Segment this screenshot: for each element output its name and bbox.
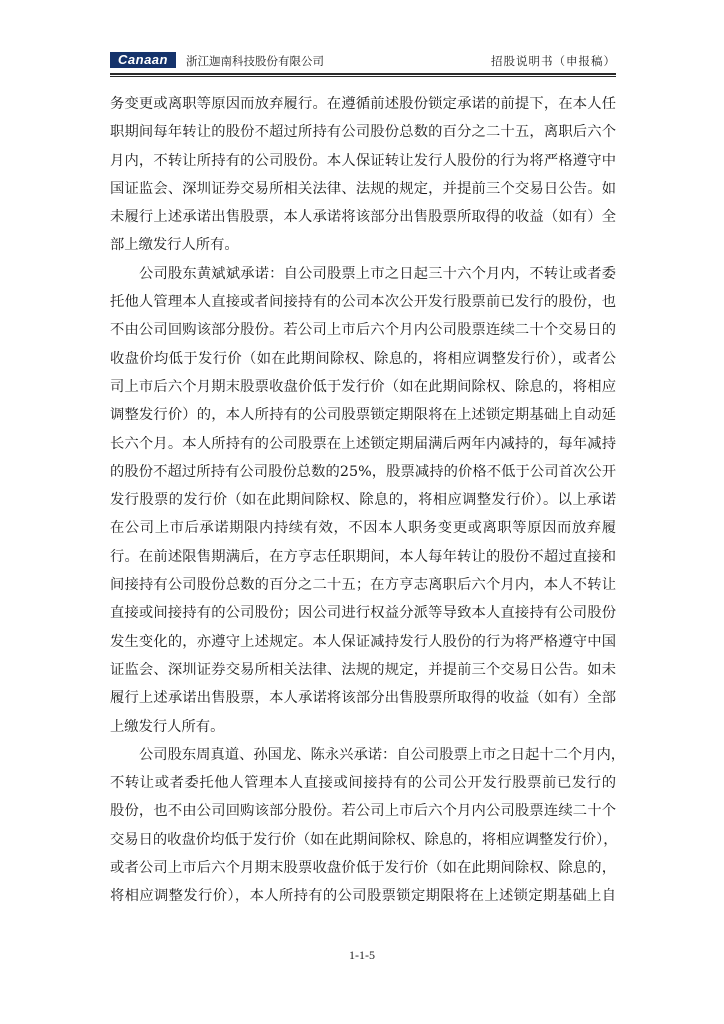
header-rule-thick xyxy=(110,73,616,75)
document-title: 招股说明书（申报稿） xyxy=(491,54,616,68)
text-line: 在公司上市后承诺期限内持续有效，不因本人职务变更或离职等原因而放弃履 xyxy=(110,520,616,537)
text-line: 职期间每年转让的股份不超过所持有公司股份总数的百分之二十五，离职后六个 xyxy=(110,124,616,141)
text-line: 股份，也不由公司回购该部分股份。若公司上市后六个月内公司股票连续二十个 xyxy=(110,803,616,820)
text-line: 发生变化的，亦遵守上述规定。本人保证减持发行人股份的行为将严格遵守中国 xyxy=(110,633,616,650)
header-rule-thin xyxy=(110,76,616,77)
company-name: 浙江迦南科技股份有限公司 xyxy=(186,54,324,68)
company-logo: Canaan xyxy=(110,52,176,68)
text-line: 交易日的收盘价均低于发行价（如在此期间除权、除息的，将相应调整发行价）， xyxy=(110,831,618,848)
text-line: 发行股票的发行价（如在此期间除权、除息的，将相应调整发行价）。以上承诺 xyxy=(110,492,616,509)
text-line: 部上缴发行人所有。 xyxy=(110,237,239,254)
text-line: 司上市后六个月期末股票收盘价低于发行价（如在此期间除权、除息的，将相应 xyxy=(110,378,616,395)
text-line: 公司股东黄斌斌承诺：自公司股票上市之日起三十六个月内，不转让或者委 xyxy=(139,265,616,282)
text-line: 未履行上述承诺出售股票，本人承诺将该部分出售股票所取得的收益（如有）全 xyxy=(110,209,616,226)
paragraph xyxy=(110,741,626,911)
paragraph xyxy=(110,260,616,741)
text-line: 调整发行价）的，本人所持有的公司股票锁定期限将在上述锁定期基础上自动延 xyxy=(110,407,616,424)
paragraph xyxy=(110,90,616,260)
document-body xyxy=(110,90,626,911)
text-line: 的股份不超过所持有公司股份总数的25%，股票减持的价格不低于公司首次公开 xyxy=(110,463,616,480)
text-line: 行。在前述限售期满后，在方亨志任职期间，本人每年转让的股份不超过直接和 xyxy=(110,548,616,565)
text-line: 将相应调整发行价），本人所持有的公司股票锁定期限将在上述锁定期基础上自 xyxy=(110,888,616,905)
page-header xyxy=(110,50,616,72)
text-line: 上缴发行人所有。 xyxy=(110,718,225,735)
text-line: 务变更或离职等原因而放弃履行。在遵循前述股份锁定承诺的前提下，在本人任 xyxy=(110,96,616,112)
text-line: 证监会、深圳证券交易所相关法律、法规的规定，并提前三个交易日公告。如未 xyxy=(110,661,616,678)
text-line: 长六个月。本人所持有的公司股票在上述锁定期届满后两年内减持的，每年减持 xyxy=(110,435,616,452)
text-line: 或者公司上市后六个月期末股票收盘价低于发行价（如在此期间除权、除息的， xyxy=(110,860,616,877)
text-line: 公司股东周真道、孙国龙、陈永兴承诺：自公司股票上市之日起十二个月内， xyxy=(139,746,626,763)
text-line: 收盘价均低于发行价（如在此期间除权、除息的，将相应调整发行价），或者公 xyxy=(110,350,616,367)
text-line: 不由公司回购该部分股份。若公司上市后六个月内公司股票连续二十个交易日的 xyxy=(110,322,616,339)
text-line: 国证监会、深圳证券交易所相关法律、法规的规定，并提前三个交易日公告。如 xyxy=(110,180,616,197)
text-line: 月内，不转让所持有的公司股份。本人保证转让发行人股份的行为将严格遵守中 xyxy=(110,152,616,169)
text-line: 履行上述承诺出售股票，本人承诺将该部分出售股票所取得的收益（如有）全部 xyxy=(110,690,616,707)
text-line: 间接持有公司股份总数的百分之二十五；在方亨志离职后六个月内，本人不转让 xyxy=(110,577,616,594)
page-number: 1-1-5 xyxy=(349,948,375,962)
text-line: 直接或间接持有的公司股份；因公司进行权益分派等导致本人直接持有公司股份 xyxy=(110,605,616,622)
text-line: 不转让或者委托他人管理本人直接或间接持有的公司公开发行股票前已发行的 xyxy=(110,775,616,792)
text-line: 托他人管理本人直接或者间接持有的公司本次公开发行股票前已发行的股份，也 xyxy=(110,294,616,311)
